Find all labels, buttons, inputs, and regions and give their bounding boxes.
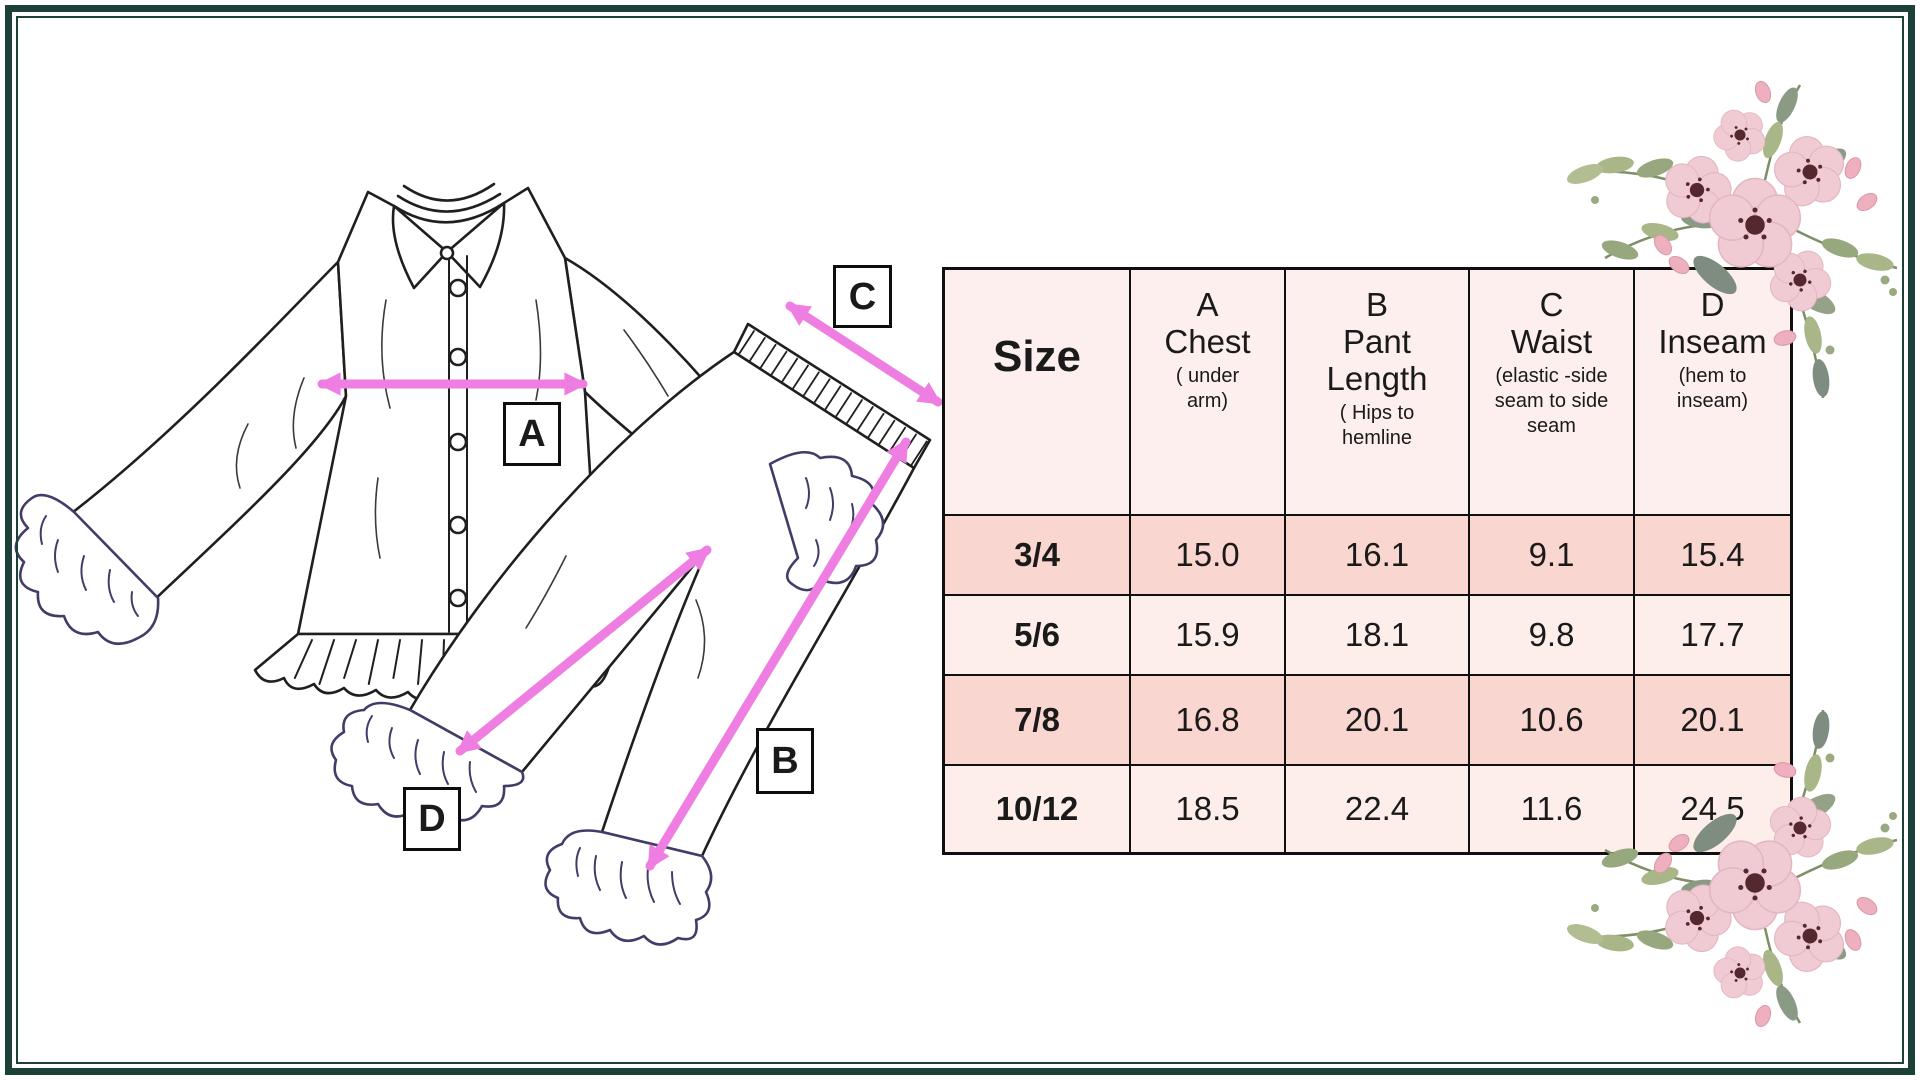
table-row-size: 5/6 (945, 596, 1131, 676)
col-header-chest: A Chest ( under arm) (1131, 270, 1286, 516)
col-header-inseam: D Inseam (hem to inseam) (1635, 270, 1790, 516)
table-cell: 9.8 (1470, 596, 1635, 676)
table-cell: 15.4 (1635, 516, 1790, 596)
table-cell: 18.1 (1286, 596, 1470, 676)
table-row-size: 7/8 (945, 676, 1131, 766)
table-cell: 15.0 (1131, 516, 1286, 596)
table-cell: 24.5 (1635, 766, 1790, 852)
table-row-size: 3/4 (945, 516, 1131, 596)
bouquet-bottom-right (1564, 710, 1897, 1029)
table-cell: 20.1 (1286, 676, 1470, 766)
col-header-waist: C Waist (elastic -side seam to side seam (1470, 270, 1635, 516)
measure-label-b: B (756, 728, 814, 794)
col-header-pant-length: B Pant Length ( Hips to hemline (1286, 270, 1470, 516)
table-cell: 20.1 (1635, 676, 1790, 766)
measure-label-c: C (833, 265, 892, 328)
table-cell: 15.9 (1131, 596, 1286, 676)
table-cell: 22.4 (1286, 766, 1470, 852)
bouquet-top-right (1564, 79, 1897, 398)
table-cell: 11.6 (1470, 766, 1635, 852)
table-cell: 18.5 (1131, 766, 1286, 852)
table-cell: 16.1 (1286, 516, 1470, 596)
table-cell: 10.6 (1470, 676, 1635, 766)
table-row-size: 10/12 (945, 766, 1131, 852)
col-header-size: Size (945, 270, 1131, 516)
measure-label-d: D (403, 787, 461, 851)
table-cell: 16.8 (1131, 676, 1286, 766)
table-cell: 9.1 (1470, 516, 1635, 596)
table-cell: 17.7 (1635, 596, 1790, 676)
measure-label-a: A (503, 402, 561, 466)
